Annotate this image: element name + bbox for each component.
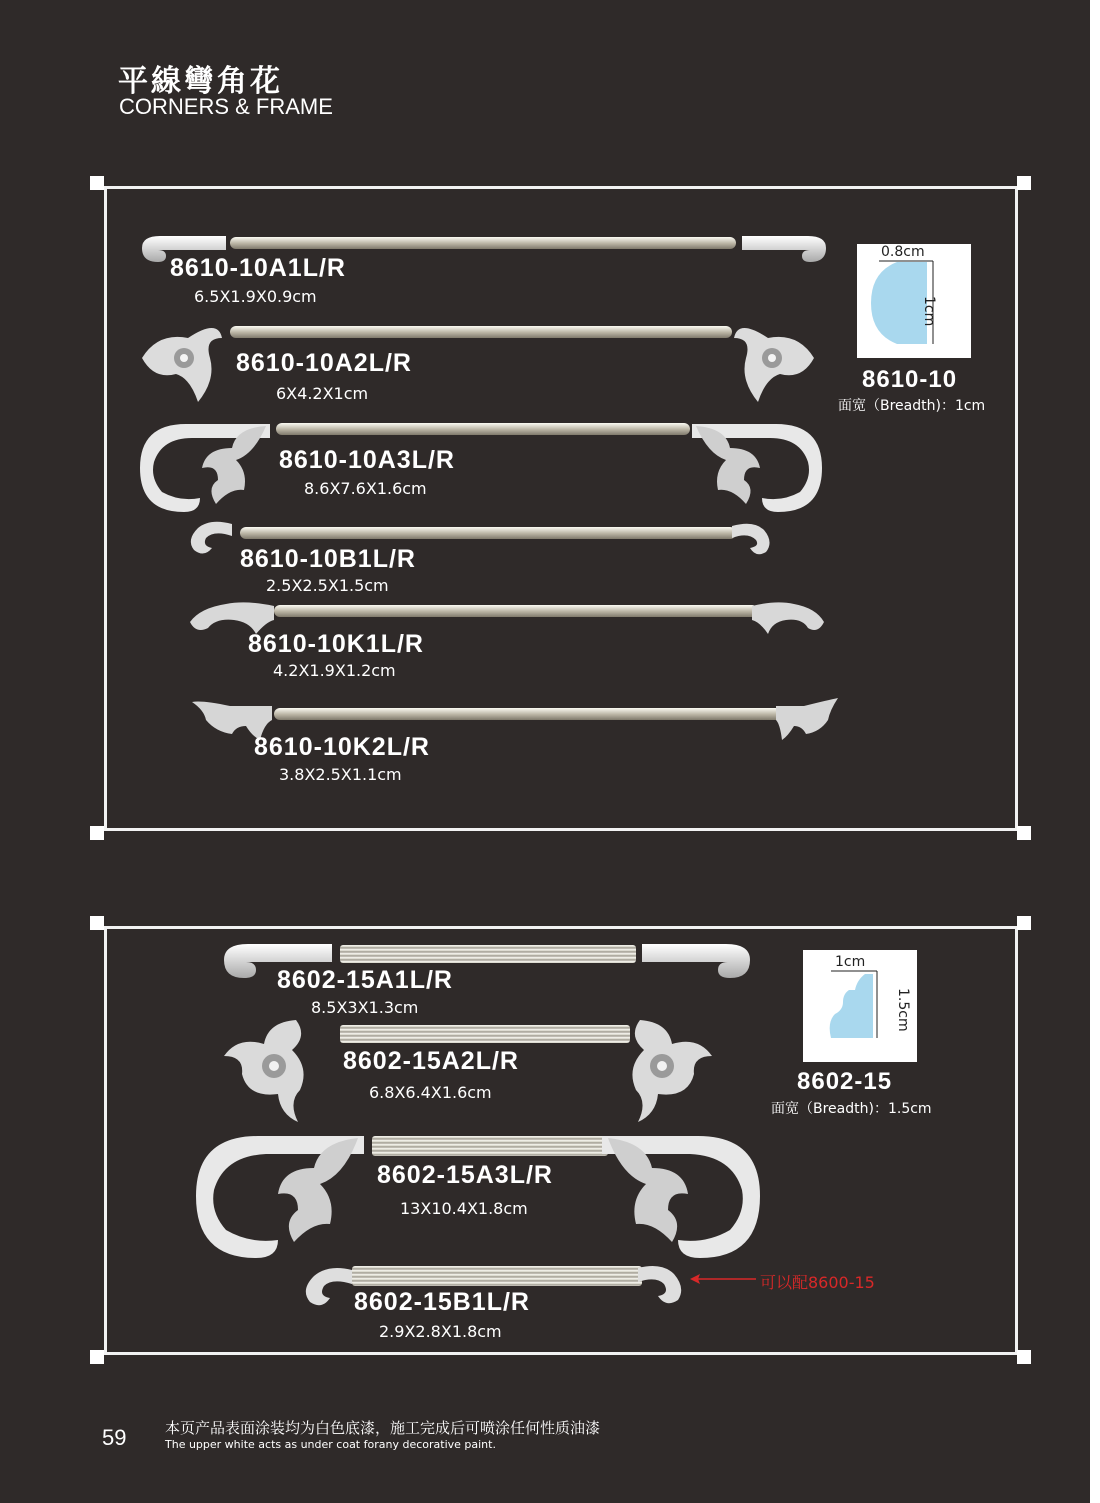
item-code: 8610-10A2L/R: [236, 349, 412, 377]
frame-corner-marker: [1017, 176, 1031, 190]
footer-note-cn: 本页产品表面涂装均为白色底漆，施工完成后可喷涂任何性质油漆: [165, 1419, 601, 1437]
item-dimensions: 8.6X7.6X1.6cm: [304, 479, 427, 498]
profile-shape: [857, 244, 971, 358]
ornament-15b1-left: [298, 1264, 354, 1310]
profile-diagram: [857, 244, 971, 358]
frame-rod: [230, 237, 736, 249]
item-dimensions: 3.8X2.5X1.1cm: [279, 765, 402, 784]
profile-breadth: 面宽（Breadth)：1.5cm: [771, 1101, 932, 1117]
profile-height-label: 1cm: [921, 296, 937, 327]
frame-rod: [276, 423, 690, 435]
frame-corner-marker: [90, 1350, 104, 1364]
ornament-a2-left: [138, 318, 230, 404]
frame-rod: [274, 605, 758, 617]
profile-width-label: 0.8cm: [881, 244, 925, 260]
profile-code: 8610-10: [862, 366, 958, 393]
frame-corner-marker: [90, 176, 104, 190]
profile-height-label: 1.5cm: [895, 988, 911, 1032]
item-dimensions: 2.9X2.8X1.8cm: [379, 1322, 502, 1341]
item-code: 8602-15A1L/R: [277, 966, 453, 994]
item-code: 8610-10B1L/R: [240, 545, 416, 573]
item-code: 8610-10A3L/R: [279, 446, 455, 474]
ornament-k2-right: [774, 696, 840, 742]
page-title-en: CORNERS & FRAME: [119, 94, 333, 119]
item-code: 8602-15A2L/R: [343, 1047, 519, 1075]
ornament-b1-left: [184, 518, 234, 558]
ornament-15a2-left: [218, 1016, 312, 1124]
item-code: 8602-15B1L/R: [354, 1288, 530, 1316]
compatibility-note: 可以配8600-15: [760, 1273, 875, 1292]
scroll-15a3-right: [598, 1130, 764, 1262]
frame-rod: [230, 326, 732, 338]
item-dimensions: 4.2X1.9X1.2cm: [273, 661, 396, 680]
item-code: 8602-15A3L/R: [377, 1161, 553, 1189]
page-title-cn: 平線彎角花: [118, 64, 283, 99]
item-code: 8610-10K2L/R: [254, 733, 430, 761]
item-dimensions: 13X10.4X1.8cm: [400, 1199, 528, 1218]
ornament-15b1-right: [636, 1262, 688, 1308]
item-dimensions: 6.5X1.9X0.9cm: [194, 287, 317, 306]
frame-rod-fluted: [340, 1025, 630, 1043]
page-number: 59: [102, 1425, 127, 1450]
profile-width-label: 1cm: [835, 954, 866, 970]
frame-rod-fluted: [352, 1266, 642, 1286]
frame-rod: [240, 527, 736, 539]
ornament-15a2-right: [624, 1016, 718, 1124]
frame-corner-marker: [1017, 826, 1031, 840]
item-dimensions: 2.5X2.5X1.5cm: [266, 576, 389, 595]
item-dimensions: 6X4.2X1cm: [276, 384, 369, 403]
scroll-15a3-left: [192, 1130, 368, 1262]
ornament-k1-right: [750, 600, 826, 638]
corner-piece-a1-right: [740, 234, 828, 266]
corner-piece-15a1-right: [640, 942, 752, 982]
frame-rod-fluted: [340, 945, 636, 963]
frame-corner-marker: [90, 826, 104, 840]
ornament-b1-right: [730, 520, 776, 558]
footer-note-en: The upper white acts as under coat forany decorative paint.: [165, 1438, 496, 1451]
profile-breadth: 面宽（Breadth)：1cm: [838, 398, 986, 414]
arrow-pointer: [690, 1273, 758, 1285]
item-dimensions: 8.5X3X1.3cm: [311, 998, 419, 1017]
item-dimensions: 6.8X6.4X1.6cm: [369, 1083, 492, 1102]
ornament-a2-right: [726, 318, 818, 404]
scroll-a3-left: [136, 418, 276, 518]
item-code: 8610-10K1L/R: [248, 630, 424, 658]
frame-corner-marker: [90, 916, 104, 930]
frame-rod-fluted: [372, 1136, 608, 1156]
frame-corner-marker: [1017, 916, 1031, 930]
profile-code: 8602-15: [797, 1068, 893, 1095]
item-code: 8610-10A1L/R: [170, 254, 346, 282]
scroll-a3-right: [686, 418, 826, 518]
profile-diagram: [803, 950, 917, 1062]
frame-corner-marker: [1017, 1350, 1031, 1364]
page-edge: [1090, 0, 1100, 1503]
frame-rod: [274, 708, 782, 720]
